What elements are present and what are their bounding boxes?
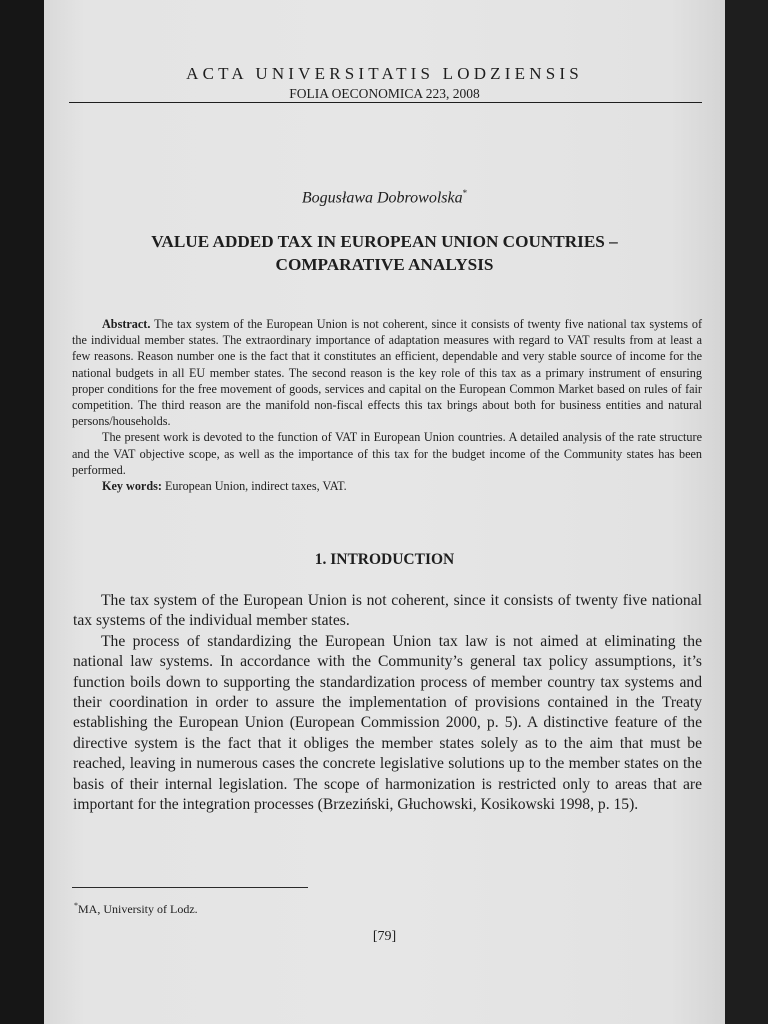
scan-right-margin [725, 0, 768, 1024]
abstract-label: Abstract. [102, 317, 151, 331]
body-text [73, 591, 702, 815]
footnote-rule [72, 887, 308, 888]
body-paragraph-2: The process of standardizing the European Union tax law is not aimed at eliminating the national law systems. In accordance with the Community’s general tax policy assumptions, it’s function boils down to supporting the standardization process of member country tax systems and their coordination in order to assure the implementation of provisions contained in the Treaty establishing the European Union (European Commission 2000, p. 5). A distinctive feature of the directive system is the fact that it obliges the member states solely as to the aim that must be reached, leaving in numerous cases the concrete legislative solutions up to the member states on the basis of their internal legislation. The scope of harmonization is restricted only to areas that are important for the integration processes (Brzeziński, Głuchowski, Kosikowski 1998, p. 15). [73, 632, 702, 814]
abstract-text-1: The tax system of the European Union is not coherent, since it consists of twenty five national tax systems of the individual member states. The extraordinary importance of adaptation measures with regard to VAT results from at least a few reasons. Reason number one is the fact that it constitutes an efficient, dependable and very stable source of income for the national budgets in all EU member states. The second reason is the key role of this tax as a primary instrument of ensuring proper conditions for the free movement of goods, services and capital on the European Common Market based on rules of fair competition. The third reason are the manifold non-fiscal effects this tax brings about both for business entities and natural persons/households. [72, 317, 703, 429]
page-number: [79] [372, 929, 397, 944]
abstract-paragraph-1 [72, 316, 702, 429]
keywords-line [72, 478, 702, 494]
header-rule [69, 102, 702, 103]
journal-name: ACTA UNIVERSITATIS LODZIENSIS [186, 64, 583, 83]
paper-title-line-1: VALUE ADDED TAX IN EUROPEAN UNION COUNTRIES – [151, 232, 618, 251]
section-heading: 1. INTRODUCTION [314, 551, 455, 568]
body-paragraph-1: The tax system of the European Union is not coherent, since it consists of twenty five national tax systems of the individual member states. [73, 592, 702, 630]
abstract [72, 316, 702, 494]
author-name: Bogusława Dobrowolska [301, 189, 463, 207]
author-line [44, 188, 725, 207]
journal-folio: FOLIA OECONOMICA 223, 2008 [289, 86, 480, 101]
scan-left-margin [0, 0, 44, 1024]
keywords-text: European Union, indirect taxes, VAT. [164, 479, 347, 494]
footnote-text: MA, University of Lodz. [78, 902, 198, 916]
journal-page [44, 0, 725, 1024]
footnote [74, 901, 198, 917]
abstract-paragraph-2: The present work is devoted to the function of VAT in European Union countries. A detailed analysis of the rate structure and the VAT objective scope, as well as the importance of this tax for the budget income of the Community states has been performed. [72, 430, 702, 477]
paper-title-line-2: COMPARATIVE ANALYSIS [275, 255, 494, 274]
keywords-label: Key words: [102, 479, 162, 494]
footnote-mark: * [74, 901, 78, 910]
author-footnote-mark: * [462, 188, 468, 198]
